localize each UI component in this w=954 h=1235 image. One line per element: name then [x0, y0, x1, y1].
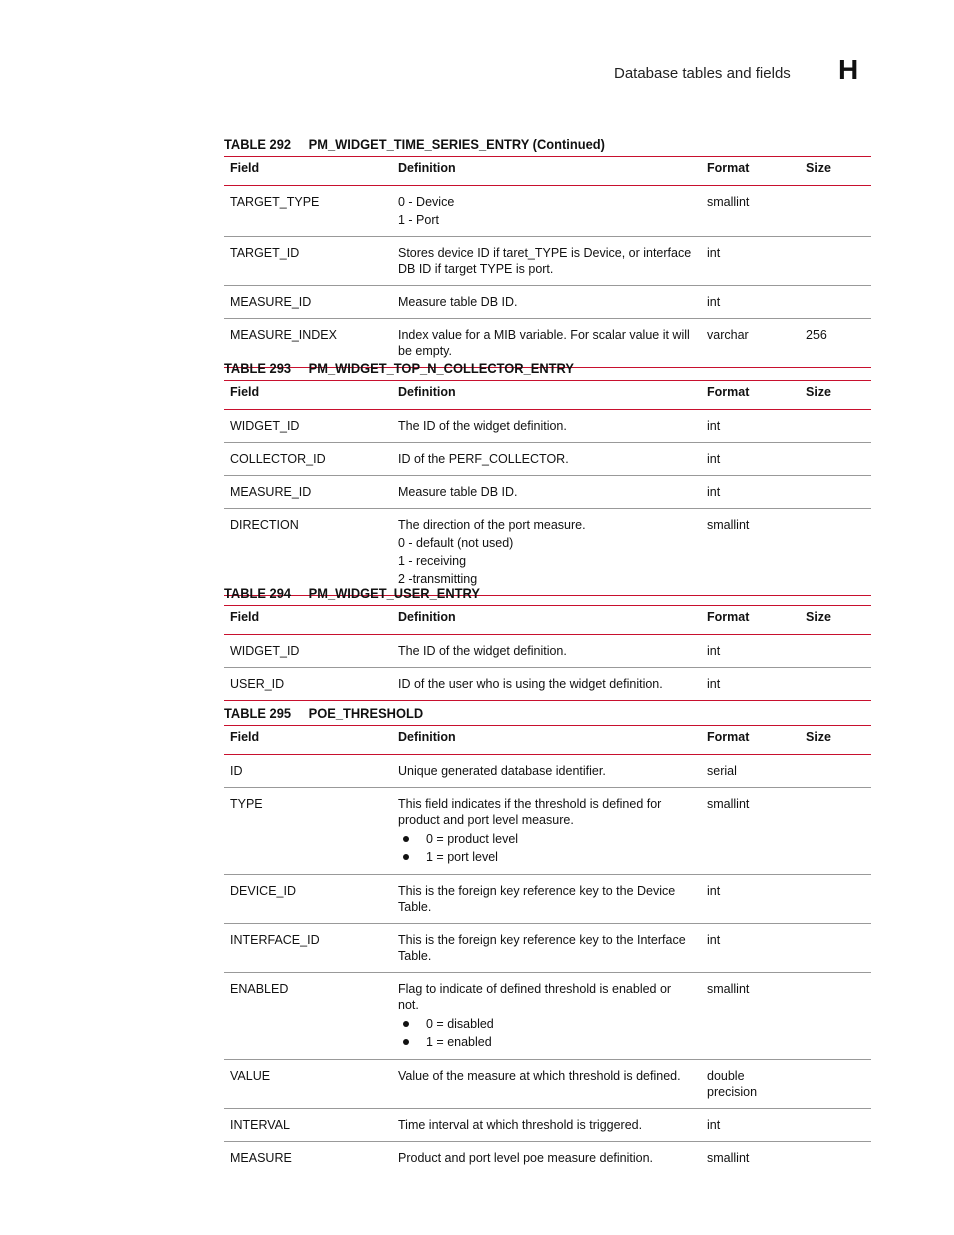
definition-line: 0 - Device	[398, 195, 455, 209]
format-cell: smallint	[701, 186, 800, 237]
definition-cell	[392, 875, 701, 924]
section-title: Database tables and fields	[614, 65, 791, 82]
format-cell: int	[701, 443, 800, 476]
definition-cell	[392, 476, 701, 509]
table-row	[224, 1109, 871, 1142]
format-cell: smallint	[707, 518, 750, 532]
table-row	[224, 755, 871, 788]
definition-cell	[392, 1060, 701, 1109]
table-title: POE_THRESHOLD	[308, 705, 424, 721]
definition-line: ID of the PERF_COLLECTOR.	[398, 452, 569, 466]
format-cell: smallint	[707, 1151, 750, 1165]
size-cell	[800, 1060, 871, 1109]
definition-line: 2 -transmitting	[398, 572, 478, 586]
format-cell: int	[701, 286, 800, 319]
definition-line: ID of the user who is using the widget definition.	[398, 677, 663, 691]
header-row	[224, 726, 871, 755]
table-293	[224, 360, 871, 596]
size-cell	[800, 509, 871, 596]
definition-line: This is the foreign key reference key to the Device Table.	[398, 884, 676, 914]
definition-line: 1 - receiving	[398, 554, 467, 568]
size-cell	[800, 186, 871, 237]
definition-line: Measure table DB ID.	[398, 295, 518, 309]
table-row	[224, 668, 871, 701]
column-header-definition: Definition	[392, 726, 701, 755]
table-row	[224, 443, 871, 476]
field-name-cell: INTERFACE_ID	[224, 924, 392, 973]
field-name-cell: COLLECTOR_ID	[224, 443, 392, 476]
field-name-cell: TYPE	[224, 788, 392, 875]
table-row	[224, 186, 871, 237]
table-row	[224, 410, 871, 443]
format-cell: smallint	[701, 973, 800, 1060]
data-table	[224, 380, 871, 596]
table-292	[224, 136, 871, 368]
field-name-cell: DEVICE_ID	[224, 875, 392, 924]
format-cell: int	[701, 410, 800, 443]
field-name-cell: ID	[224, 755, 392, 788]
definition-cell	[392, 410, 701, 443]
definition-line: Time interval at which threshold is triggered.	[398, 1118, 643, 1132]
column-header-size: Size	[800, 726, 871, 755]
definition-cell	[392, 443, 701, 476]
column-header-field: Field	[224, 726, 392, 755]
column-header-field: Field	[224, 606, 392, 635]
size-cell	[800, 875, 871, 924]
table-row	[224, 635, 871, 668]
table-row	[224, 875, 871, 924]
column-header-field: Field	[224, 381, 392, 410]
format-cell: int	[701, 875, 800, 924]
definition-line: Value of the measure at which threshold is defined.	[398, 1069, 681, 1083]
definition-line: The direction of the port measure.	[398, 518, 586, 532]
definition-cell	[392, 755, 701, 788]
field-name-cell: MEASURE_INDEX	[230, 328, 337, 342]
table-title: PM_WIDGET_TIME_SERIES_ENTRY (Continued)	[308, 136, 605, 152]
size-cell	[800, 476, 871, 509]
data-table	[224, 605, 871, 701]
definition-line: 0 - default (not used)	[398, 536, 514, 550]
size-cell	[800, 755, 871, 788]
field-name-cell: TARGET_ID	[224, 237, 392, 286]
bullet-item: 1 = port level	[398, 848, 695, 866]
field-name-cell: USER_ID	[230, 677, 285, 691]
header-row	[224, 157, 871, 186]
table-title: PM_WIDGET_USER_ENTRY	[308, 585, 480, 601]
table-row	[224, 509, 871, 596]
table-number: TABLE 295	[224, 705, 292, 721]
definition-cell	[392, 924, 701, 973]
field-name-cell: MEASURE	[230, 1151, 292, 1165]
definition-line: Index value for a MIB variable. For scalar value it will be empty.	[398, 328, 690, 358]
size-cell	[800, 668, 871, 701]
table-caption	[224, 360, 819, 380]
size-cell	[800, 924, 871, 973]
table-caption	[224, 705, 819, 725]
size-cell	[800, 1142, 871, 1175]
size-cell	[800, 788, 871, 875]
column-header-format: Format	[701, 726, 800, 755]
appendix-letter: H	[838, 54, 859, 85]
format-cell: smallint	[701, 788, 800, 875]
definition-line: This is the foreign key reference key to the Interface Table.	[398, 933, 686, 963]
definition-cell	[392, 635, 701, 668]
table-294	[224, 585, 871, 701]
column-header-definition: Definition	[392, 606, 701, 635]
table-row	[224, 476, 871, 509]
column-header-format: Format	[701, 157, 800, 186]
definition-cell	[392, 788, 701, 875]
definition-cell	[392, 186, 701, 237]
definition-cell	[392, 973, 701, 1060]
table-caption	[224, 585, 819, 605]
size-cell: 256	[806, 328, 827, 342]
table-row	[224, 237, 871, 286]
bullet-list	[398, 830, 695, 866]
column-header-format: Format	[701, 606, 800, 635]
definition-line: Flag to indicate of defined threshold is enabled or not.	[398, 982, 672, 1012]
definition-line: Unique generated database identifier.	[398, 764, 606, 778]
field-name-cell: ENABLED	[224, 973, 392, 1060]
bullet-item: 1 = enabled	[398, 1033, 695, 1051]
table-row	[224, 1142, 871, 1175]
format-cell: serial	[701, 755, 800, 788]
size-cell	[800, 1109, 871, 1142]
definition-cell	[392, 668, 701, 701]
format-cell: int	[701, 476, 800, 509]
table-number: TABLE 292	[224, 136, 292, 152]
bullet-list	[398, 1015, 695, 1051]
definition-line: The ID of the widget definition.	[398, 644, 567, 658]
table-number: TABLE 293	[224, 360, 292, 376]
table-295	[224, 705, 871, 1174]
column-header-format: Format	[701, 381, 800, 410]
format-cell: int	[701, 1109, 800, 1142]
size-cell	[800, 410, 871, 443]
data-table	[224, 725, 871, 1174]
column-header-size: Size	[800, 381, 871, 410]
field-name-cell: WIDGET_ID	[224, 635, 392, 668]
bullet-item: 0 = product level	[398, 830, 695, 848]
definition-cell	[392, 1109, 701, 1142]
field-name-cell: DIRECTION	[230, 518, 299, 532]
definition-cell	[392, 509, 701, 596]
field-name-cell: INTERVAL	[224, 1109, 392, 1142]
field-name-cell: TARGET_TYPE	[224, 186, 392, 237]
definition-cell	[392, 237, 701, 286]
field-name-cell: MEASURE_ID	[224, 476, 392, 509]
definition-cell	[392, 286, 701, 319]
definition-line: Stores device ID if taret_TYPE is Device, or interface DB ID if target TYPE is port.	[398, 246, 692, 276]
format-cell: varchar	[707, 328, 749, 342]
definition-line: The ID of the widget definition.	[398, 419, 567, 433]
definition-line: This field indicates if the threshold is defined for product and port level measure.	[398, 797, 662, 827]
table-row	[224, 973, 871, 1060]
size-cell	[800, 237, 871, 286]
size-cell	[800, 443, 871, 476]
table-row	[224, 286, 871, 319]
data-table	[224, 156, 871, 368]
table-caption	[224, 136, 819, 156]
table-row	[224, 788, 871, 875]
table-title: PM_WIDGET_TOP_N_COLLECTOR_ENTRY	[308, 360, 574, 376]
format-cell: int	[701, 635, 800, 668]
table-row	[224, 1060, 871, 1109]
table-row	[224, 924, 871, 973]
definition-line: Measure table DB ID.	[398, 485, 518, 499]
format-cell: double precision	[701, 1060, 800, 1109]
column-header-definition: Definition	[392, 157, 701, 186]
format-cell: int	[701, 237, 800, 286]
column-header-definition: Definition	[392, 381, 701, 410]
size-cell	[800, 286, 871, 319]
definition-line: 1 - Port	[398, 213, 439, 227]
column-header-size: Size	[800, 606, 871, 635]
definition-line: Product and port level poe measure definition.	[398, 1151, 654, 1165]
format-cell: int	[701, 924, 800, 973]
field-name-cell: MEASURE_ID	[224, 286, 392, 319]
field-name-cell: VALUE	[224, 1060, 392, 1109]
field-name-cell: WIDGET_ID	[224, 410, 392, 443]
header-row	[224, 381, 871, 410]
definition-cell	[392, 1142, 701, 1175]
format-cell: int	[707, 677, 721, 691]
size-cell	[800, 973, 871, 1060]
size-cell	[800, 635, 871, 668]
header-row	[224, 606, 871, 635]
column-header-field: Field	[224, 157, 392, 186]
table-number: TABLE 294	[224, 585, 292, 601]
column-header-size: Size	[800, 157, 871, 186]
bullet-item: 0 = disabled	[398, 1015, 695, 1033]
